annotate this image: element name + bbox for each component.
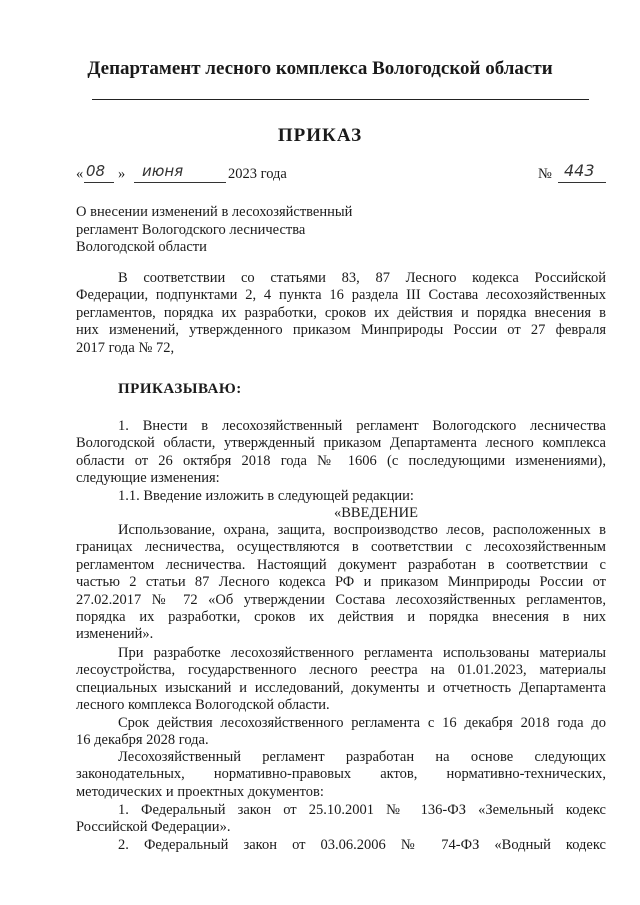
text-line: Срок действия лесохозяйственного регламента с 16 декабря 2018 года до: [118, 715, 606, 731]
text-line: регламентом лесничества. Настоящий документ разработан в соответствии с: [76, 556, 606, 573]
intro-paragraph-1: [76, 522, 606, 644]
text-line: Использование, охрана, защита, воспроизводство лесов, расположенных в: [118, 522, 606, 538]
text-line: лесоустройства, государственного лесного реестра на 01.01.2023, материалы: [76, 662, 606, 679]
introduction-heading: «ВВЕДЕНИЕ: [334, 505, 418, 522]
text-line: 2017 года № 72,: [76, 339, 175, 356]
date-month-handwritten: июня: [142, 162, 184, 180]
text-line: лесного комплекса Вологодской области.: [76, 697, 330, 714]
text-line: них изменений, утвержденного приказом Минприроды России от 27 февраля: [76, 322, 606, 339]
list-item: 1. Федеральный закон от 25.10.2001 № 136-ФЗ «Земельный кодекс: [118, 802, 606, 818]
text-line: порядка их разработки, сроков их действия и порядка внесения в них: [76, 609, 606, 626]
day-underline: [84, 182, 114, 183]
text-line: При разработке лесохозяйственного регламента использованы материалы: [118, 645, 606, 661]
subject-line: О внесении изменений в лесохозяйственный: [76, 204, 353, 220]
intro-paragraph-2: [76, 645, 606, 715]
intro-paragraph-4: [76, 749, 606, 801]
date-day-handwritten: 08: [86, 162, 106, 180]
header-divider: [92, 99, 589, 100]
text-line: Вологодской области, утвержденный приказом Департамента лесного комплекса: [76, 435, 606, 452]
subject-line: регламент Вологодского лесничества: [76, 221, 306, 238]
date-quote-close: »: [118, 166, 126, 182]
subject-block: [76, 204, 352, 257]
order-item-1: [76, 418, 606, 522]
text-line: границах лесничества, осуществляются в соответствии с лесохозяйственным: [76, 539, 606, 556]
date-number-line: [76, 161, 606, 188]
subject-line: Вологодской области: [76, 239, 207, 255]
text-line: Лесохозяйственный регламент разработан на основе следующих: [118, 749, 606, 765]
date-quote-open: «: [76, 166, 84, 182]
text-line: области от 26 октября 2018 года № 1606 (с последующими изменениями),: [76, 452, 606, 469]
date-year: 2023 года: [228, 166, 287, 182]
text-line: 1. Внести в лесохозяйственный регламент Вологодского лесничества: [118, 418, 606, 434]
text-line: следующие изменения:: [76, 470, 220, 487]
preamble: [76, 270, 606, 357]
list-item-continuation: Российской Федерации».: [76, 819, 231, 836]
intro-paragraph-3: [76, 715, 606, 750]
list-item: 2. Федеральный закон от 03.06.2006 № 74-ФЗ «Водный кодекс: [118, 836, 606, 853]
text-line: 27.02.2017 № 72 «Об утверждении Состава лесохозяйственных регламентов,: [76, 591, 606, 608]
text-line: законодательных, нормативно-правовых актов, нормативно-технических,: [76, 766, 606, 783]
text-line: В соответствии со статьями 83, 87 Лесного кодекса Российской: [118, 270, 606, 286]
month-underline: [134, 182, 226, 183]
text-line: регламентов, порядка их разработки, сроков их действия и порядка внесения в: [76, 304, 606, 321]
document-title: ПРИКАЗ: [277, 125, 363, 146]
text-line: Федерации, подпунктами 2, 4 пункта 16 раздела III Состава лесохозяйственных: [76, 287, 606, 304]
legal-acts-list: [76, 802, 606, 854]
order-item-1-1: 1.1. Введение изложить в следующей редакции:: [118, 487, 414, 504]
order-number-handwritten: 443: [564, 161, 595, 180]
order-heading: ПРИКАЗЫВАЮ:: [118, 381, 242, 397]
department-name: Департамент лесного комплекса Вологодской области: [87, 58, 553, 79]
text-line: методических и проектных документов:: [76, 783, 324, 800]
text-line: изменений».: [76, 626, 154, 643]
text-line: специальных изысканий и исследований, документы и отчетность Департамента: [76, 679, 606, 696]
number-underline: [558, 182, 606, 183]
number-label: №: [538, 166, 552, 182]
text-line: частью 2 статьи 87 Лесного кодекса РФ и приказом Минприроды России от: [76, 574, 606, 591]
text-line: 16 декабря 2028 года.: [76, 732, 209, 749]
